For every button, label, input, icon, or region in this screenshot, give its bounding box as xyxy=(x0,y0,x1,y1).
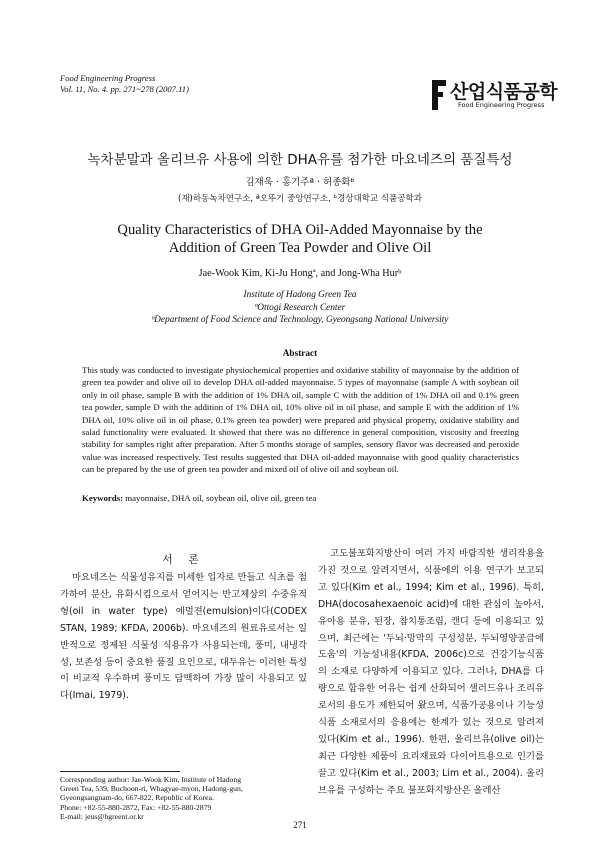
english-title-line2: Addition of Green Tea Powder and Olive Oil xyxy=(168,240,432,256)
journal-logo xyxy=(432,77,558,117)
journal-volume: Vol. 11, No. 4. pp. 271~278 (2007.11) xyxy=(60,83,189,94)
section-heading: 서 론 xyxy=(162,553,205,566)
affiliation-1: Institute of Hadong Green Tea xyxy=(243,290,357,300)
logo-english-text: Food Engineering Progress xyxy=(458,101,545,109)
left-column xyxy=(60,570,307,705)
footnote-line: Green Tea, 539, Buchoon-ri, Whagyae-myon, Hadong-gun, xyxy=(60,784,243,794)
korean-affiliations: (재)하동녹차연구소, ª오뚜기 중앙연구소, ᵇ경상대학교 식품공학과 xyxy=(178,194,422,204)
page-number: 271 xyxy=(293,820,307,830)
affiliation-3: ᵇDepartment of Food Science and Technology, Gyeongsang National University xyxy=(151,315,449,325)
logo-korean-text: 산업식품공학 xyxy=(450,81,558,103)
keywords xyxy=(82,493,316,503)
abstract-heading: Abstract xyxy=(282,349,318,359)
keywords-text: mayonnaise, DHA oil, soybean oil, olive oil, green tea xyxy=(125,493,317,503)
right-column xyxy=(318,546,544,800)
affiliation-2: ªOttogi Research Center xyxy=(254,302,346,313)
english-affiliations xyxy=(0,289,600,327)
korean-authors: 김재욱 · 홍기주ª · 허종화ᵇ xyxy=(245,177,355,188)
journal-header xyxy=(60,73,189,94)
keywords-label: Keywords: xyxy=(82,493,124,503)
english-authors: Jae-Wook Kim, Ki-Ju Hongª, and Jong-Wha Hurᵇ xyxy=(198,268,402,279)
footnote-divider xyxy=(60,771,180,772)
english-title-line1: Quality Characteristics of DHA Oil-Added Mayonnaise by the xyxy=(117,222,483,238)
journal-name: Food Engineering Progress xyxy=(60,73,156,83)
logo-mark-icon xyxy=(432,80,447,110)
abstract-text: This study was conducted to investigate physiochemical properties and oxidative stability of mayonnaise by the addition of green tea powder and olive oil to develop DHA oil-added mayonnaise. 5 types of mayonnaise (sample A with soybean oil only in oil phase, sample B with the addition of 1% DHA oil, sample C with the addition of 1% DHA oil and 0.1% green tea powder, sample D with the addition of 1% DHA oil, 10% olive oil in oil phase, and sample E with the addition of 1% DHA oil, 10% olive oil in oil phase, 0.1% green tea powder) were prepared and physical property, oxidative stability and salad functionality were evaluated. It showed that there was no difference in general composition, viscosity and freezing stability for samples right after preparation. After 5 months storage of samples, sensory flavor was decreased and peroxide value was increased respectively. Test results suggested that DHA oil-added mayonnaise with good quality characteristics can be prepared by the use of green tea powder and mixed oil of olive oil and soybean oil. xyxy=(82,365,519,475)
footnote-line: Phone: +82-55-880-2872, Fax: +82-55-880-2879 xyxy=(60,802,212,812)
korean-title: 녹차분말과 올리브유 사용에 의한 DHA유를 첨가한 마요네즈의 품질특성 xyxy=(87,152,513,168)
footnote-line: E-mail: jeus@hgreent.or.kr xyxy=(60,811,144,821)
corresponding-author-footnote xyxy=(60,775,310,821)
right-paragraph: 고도불포화지방산이 여러 가지 바람직한 생리작용을 가진 것으로 알려지면서, 식품에의 이용 연구가 보고되고 있다(Kim et al., 1994; Kim et al., 1996). 특히, DHA(docosahexaenoic acid)에 대한 관심이 높아서, 유아용 분유, 된장, 참치통조림, 캔디 등에 이용되고 있으며, 최근에는 '두뇌·망막의 구성성분, 두뇌영양공급에 도움'의 기능성내용(KFDA, 2006c)으로 건강기능식품의 소재로 다양하게 이용되고 있다. 그러나, DHA를 다량으로 함유한 어유는 쉽게 산화되어 샐러드유나 조리유로서의 용도가 제한되어 왔으며, 식품가공용이나 기능성 식품 소재로서의 응용에는 한계가 있는 것으로 알려져 있다(Kim et al., 1996). 한편, 올리브유(olive oil)는 최근 다양한 제품이 요리재료와 다이어트용으로 인기를 끌고 있다(Kim et al., 2003; Lim et al., 2004). 올리브유를 구성하는 주요 불포화지방산은 올레산 xyxy=(318,548,544,796)
footnote-line: Corresponding author: Jae-Wook Kim, Institute of Hadong xyxy=(60,775,242,784)
english-title xyxy=(0,221,600,257)
left-paragraph: 마요네즈는 식물성유지를 미세한 입자로 만들고 식초를 첨가하여 분산, 유화시킴으로서 얻어지는 반고체상의 수중유적형(oil in water type) 에멀젼(emulsion)이다(CODEX STAN, 1989; KFDA, 2006b). 마요네즈의 원료유로서는 일반적으로 정제된 식물성 식용유가 사용되는데, 풍미, 내냉각성, 보존성 등이 중요한 품질 요인으로, 대두유는 이러한 특성이 비교적 우수하며 풍미도 담백하여 가장 많이 사용되고 있다(Imai, 1979). xyxy=(60,572,307,702)
footnote-line: Gyeongsangnam-do, 667-822, Republic of Korea. xyxy=(60,793,214,803)
